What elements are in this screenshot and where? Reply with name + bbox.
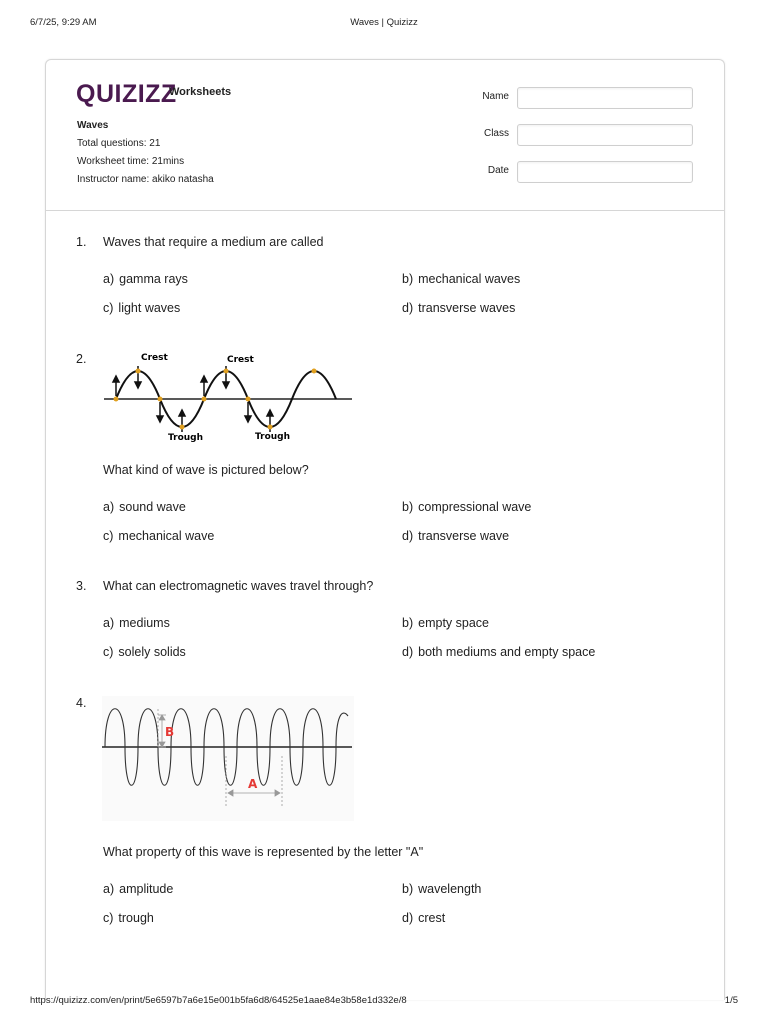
option-b: b) wavelength [402, 882, 482, 896]
worksheet-card [45, 59, 725, 1000]
date-label: Date [487, 165, 509, 176]
worksheet-header [46, 60, 724, 211]
option-a: a) gamma rays [103, 272, 188, 286]
wavelength-diagram [102, 696, 354, 821]
print-url: https://quizizz.com/en/print/5e6597b7a6e15e001b5fa6d8/64525e1aae84e3b58e1d332e/8 [30, 995, 407, 1006]
question-text: What property of this wave is represented by the letter "A" [103, 845, 424, 859]
class-field[interactable] [517, 124, 693, 146]
question-text: What can electromagnetic waves travel through? [103, 579, 374, 593]
label-a: A [248, 777, 258, 791]
quizizz-logo: QUIZIZZ [76, 80, 177, 108]
question-number: 3. [76, 579, 87, 593]
question-number: 1. [76, 235, 87, 249]
worksheet-time: Worksheet time: 21mins [77, 156, 185, 167]
date-field[interactable] [517, 161, 693, 183]
question-text: Waves that require a medium are called [103, 235, 324, 249]
option-d: d) transverse wave [402, 529, 510, 543]
crest-label-2: Crest [227, 355, 254, 365]
question-text: What kind of wave is pictured below? [103, 463, 309, 477]
label-b: B [165, 725, 175, 739]
option-c: c) solely solids [103, 645, 186, 659]
diagram-background [102, 696, 354, 821]
option-a: a) amplitude [103, 882, 174, 896]
class-label: Class [483, 128, 509, 139]
print-page-title: Waves | Quizizz [350, 17, 418, 28]
total-questions: Total questions: 21 [77, 138, 161, 149]
question-number: 4. [76, 696, 87, 710]
option-b: b) compressional wave [402, 500, 532, 514]
instructor-name: Instructor name: akiko natasha [77, 174, 214, 185]
option-c: c) trough [103, 911, 154, 925]
question-number: 2. [76, 352, 87, 366]
option-b: b) mechanical waves [402, 272, 521, 286]
option-a: a) sound wave [103, 500, 186, 514]
print-datetime: 6/7/25, 9:29 AM [30, 17, 97, 28]
crest-label-1: Crest [141, 353, 168, 363]
option-d: d) crest [402, 911, 446, 925]
name-field[interactable] [517, 87, 693, 109]
print-header [30, 17, 738, 31]
trough-label-2: Trough [255, 432, 291, 442]
option-c: c) mechanical wave [103, 529, 215, 543]
option-b: b) empty space [402, 616, 489, 630]
option-d: d) both mediums and empty space [402, 645, 596, 659]
option-a: a) mediums [103, 616, 170, 630]
option-c: c) light waves [103, 301, 181, 315]
worksheet-title: Waves [77, 120, 109, 131]
trough-label-1: Trough [168, 433, 204, 443]
page-number: 1/5 [724, 995, 738, 1006]
name-label: Name [482, 91, 509, 102]
worksheets-label: Worksheets [169, 86, 232, 98]
option-d: d) transverse waves [402, 301, 516, 315]
transverse-wave-diagram [104, 348, 354, 448]
